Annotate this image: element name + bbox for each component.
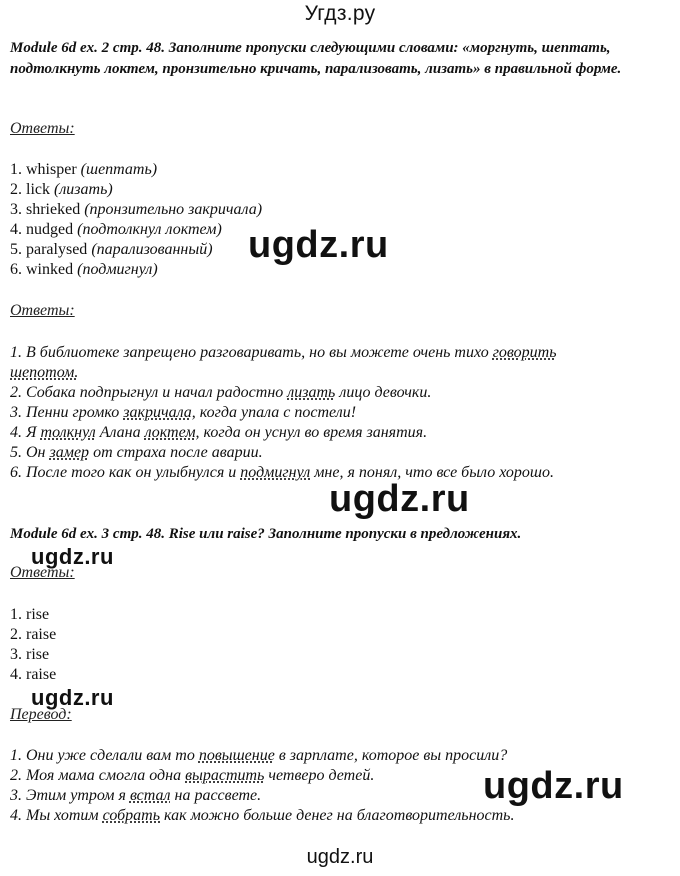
list-item: 1. rise <box>10 606 50 623</box>
highlighted-word: повышение <box>198 747 275 764</box>
sentence-text: 1. Они уже сделали вам то <box>10 747 199 764</box>
list-item: 3. rise <box>10 646 50 663</box>
exercise-3-answers-label: Ответы: <box>10 564 75 581</box>
exercise-2-answers-label: Ответы: <box>10 120 75 137</box>
list-item <box>10 343 670 363</box>
site-footer: ugdz.ru <box>306 846 374 868</box>
answer-translation: (подтолкнул локтем) <box>77 221 222 238</box>
highlighted-word: толкнул <box>40 424 96 441</box>
answer-translation: (пронзительно закричала) <box>84 201 263 218</box>
answer-word: 5. paralysed <box>10 241 92 258</box>
sentence-text: 4. Я <box>10 424 41 441</box>
answer-word: 3. shrieked <box>10 201 85 218</box>
sentence-text: 3. Этим утром я <box>10 787 130 804</box>
sentence-text: мне, я понял, что все было хорошо. <box>310 464 555 481</box>
exercise-2-heading: Module 6d ex. 2 стр. 48. Заполните пропуски следующими словами: «моргнуть, шептать, подтолкнуть локтем, пронзительно кричать, парализовать, лизать» в правильной форме. <box>10 40 622 77</box>
highlighted-word: вырастить <box>185 767 265 784</box>
answer-word: 4. nudged <box>10 221 78 238</box>
watermark: ugdz.ru <box>31 544 114 569</box>
sentence-text: 5. Он <box>10 444 50 461</box>
sentence-text: от страха после аварии. <box>89 444 263 461</box>
highlighted-word: встал <box>129 787 171 804</box>
highlighted-word: подмигнул <box>240 464 311 481</box>
exercise-2-translation-label: Ответы: <box>10 302 75 319</box>
sentence-text: 3. Пенни громко <box>10 404 124 421</box>
watermark: ugdz.ru <box>329 478 470 520</box>
answer-word: 1. whisper <box>10 161 81 178</box>
sentence-text: как можно больше денег на благотворительность. <box>160 807 515 824</box>
list-item <box>10 383 670 403</box>
sentence-text: 6. После того как он улыбнулся и <box>10 464 241 481</box>
highlighted-word: локтем, <box>144 424 200 441</box>
exercise-3-heading: Module 6d ex. 3 стр. 48. Rise или raise? Заполните пропуски в предложениях. <box>10 526 522 542</box>
sentence-text: 4. Мы хотим <box>10 807 103 824</box>
highlighted-word: говорить <box>492 344 557 361</box>
highlighted-word: лизать <box>287 384 336 401</box>
watermark: ugdz.ru <box>248 224 389 266</box>
highlighted-word: собрать <box>102 807 161 824</box>
list-item: 2. raise <box>10 626 57 643</box>
watermark: ugdz.ru <box>31 685 114 710</box>
list-item <box>10 806 670 826</box>
highlighted-word: замер <box>49 444 90 461</box>
list-item <box>10 423 670 443</box>
answer-translation: (парализованный) <box>91 241 213 258</box>
exercise-3-answers-list <box>10 605 670 685</box>
answer-word: 6. winked <box>10 261 78 278</box>
exercise-2-translation-list <box>10 343 670 483</box>
list-item <box>10 746 670 766</box>
sentence-text: Алана <box>95 424 145 441</box>
highlighted-word: шепотом. <box>10 364 79 381</box>
sentence-text: 2. Собака подпрыгнул и начал радостно <box>10 384 288 401</box>
list-item <box>10 160 670 180</box>
answer-translation: (лизать) <box>54 181 113 198</box>
list-item <box>10 200 670 220</box>
site-title: Угдз.ру <box>304 2 376 25</box>
list-item: 4. raise <box>10 666 57 683</box>
sentence-text: 2. Моя мама смогла одна <box>10 767 186 784</box>
sentence-text: лицо девочки. <box>335 384 432 401</box>
sentence-text: когда он уснул во время занятия. <box>199 424 428 441</box>
list-item <box>10 443 670 463</box>
answer-translation: (шептать) <box>80 161 158 178</box>
answer-translation: (подмигнул) <box>77 261 158 278</box>
exercise-3-translation-label: Перевод: <box>10 706 72 723</box>
sentence-text: 1. В библиотеке запрещено разговаривать, но вы можете очень тихо <box>10 344 493 361</box>
sentence-text: , когда упала с постели! <box>191 404 357 421</box>
list-item <box>10 363 670 383</box>
list-item <box>10 180 670 200</box>
sentence-text: четверо детей. <box>264 767 375 784</box>
list-item <box>10 403 670 423</box>
watermark: ugdz.ru <box>483 765 624 807</box>
highlighted-word: закричала <box>123 404 192 421</box>
sentence-text: на рассвете. <box>170 787 262 804</box>
answer-word: 2. lick <box>10 181 54 198</box>
sentence-text: в зарплате, которое вы просили? <box>274 747 508 764</box>
